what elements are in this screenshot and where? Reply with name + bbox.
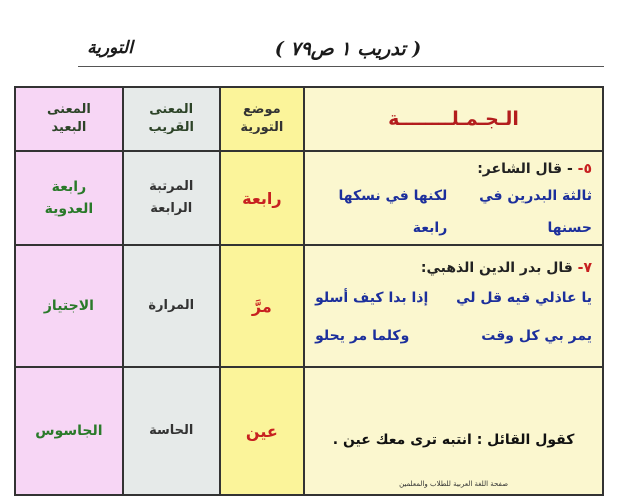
header-far [15,87,123,151]
table-header-row [15,87,603,151]
row1-verse-second-half: لكنها في نسكها رابعة [338,188,448,236]
header-place-line1: موضع [243,102,281,117]
row2-verse1-second-half: إذا بدا كيف أسلو [315,290,429,306]
row2-verse1-first-half: يا عاذلي فيه قل لي [456,290,592,306]
row1-verse [305,180,602,244]
header-divider [78,66,604,67]
row1-far [15,151,123,245]
row2-verse-2 [305,317,602,355]
row1-place [220,151,305,245]
row1-near-line2: الرابعة [150,201,193,216]
table-row [15,245,603,367]
row2-far [15,245,123,367]
row1-verse-first-half: ثالثة البدرين في حسنها [479,188,592,236]
row2-number: ٧- [577,260,592,276]
header-near-line1: المعنى [149,102,194,117]
tawriya-table [14,86,604,496]
row3-quote: كقول القائل : انتبه ترى معك عين . [332,432,575,448]
row2-verse2-first-half: يمر بي كل وقت [481,328,592,344]
row3-sentence [304,367,603,495]
header-place [220,87,305,151]
row2-near [123,245,220,367]
row1-place-word: رابعة [242,188,282,208]
row2-intro-text: قال بدر الدين الذهبي: [420,260,573,276]
row1-number: ٥- [577,161,592,177]
row2-place [220,245,305,367]
topic-title: التورية [87,38,133,58]
row1-near-line1: المرتبة [149,179,194,194]
row1-intro-text: - قال الشاعر: [477,161,573,177]
row2-sentence [304,245,603,367]
row2-verse2-second-half: وكلما مر يحلو [315,328,410,344]
row2-far-text: الاجتياز [43,298,94,314]
page-credit: صفحة اللغة العربية للطلاب والمعلمين [399,480,509,488]
table-row [15,367,603,495]
header-near [123,87,220,151]
header-far-line1: المعنى [46,102,91,117]
row1-near [123,151,220,245]
row3-near [123,367,220,495]
row2-near-text: المرارة [148,298,195,313]
row1-far-line2: العدوية [44,201,94,217]
row1-intro [305,158,602,180]
row2-intro [305,257,602,279]
header-sentence: الـجـمـلــــــــة [304,87,603,151]
row3-far-text: الجاسوس [35,423,103,439]
row3-far [15,367,123,495]
header-near-line2: القريب [148,120,194,135]
row3-place-word: عين [245,421,278,441]
header-place-line2: التورية [240,120,284,135]
header-far-line2: البعيد [51,120,87,135]
exercise-title: ( تدريب ١ ص٧٩ ) [274,38,422,60]
row2-verse-1 [305,279,602,317]
row3-near-text: الحاسة [149,423,194,438]
row2-place-word: مرَّ [251,296,272,316]
row3-place [220,367,305,495]
row1-far-line1: رابعة [51,179,87,195]
table-row [15,151,603,245]
row1-sentence [304,151,603,245]
